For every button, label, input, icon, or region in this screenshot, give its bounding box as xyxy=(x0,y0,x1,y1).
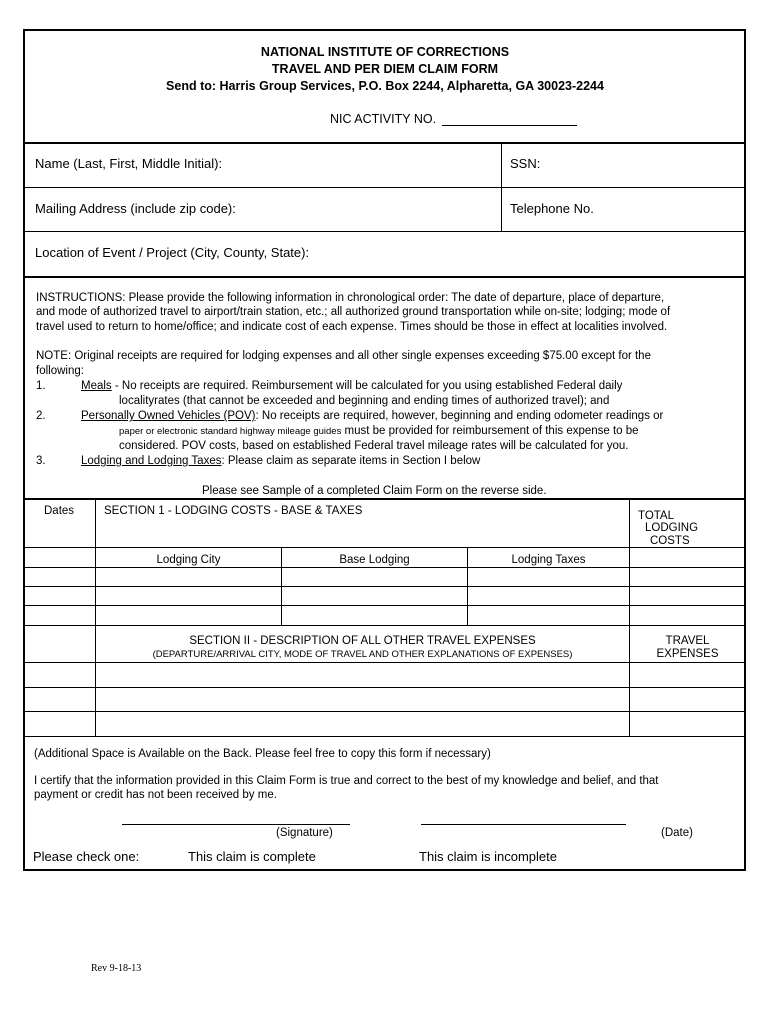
address-label: Mailing Address (include zip code): xyxy=(35,201,236,216)
expense-description-input[interactable] xyxy=(96,663,629,687)
date-input[interactable] xyxy=(421,806,626,824)
travel-expense-input[interactable] xyxy=(630,688,744,711)
sample-note: Please see Sample of a completed Claim Form on the reverse side. xyxy=(202,485,547,497)
lodging-city-input[interactable] xyxy=(96,568,281,586)
lodging-city-header: Lodging City xyxy=(156,554,221,566)
additional-space-note: (Additional Space is Available on the Back. Please feel free to copy this form if necessary) xyxy=(34,748,491,760)
base-lodging-input[interactable] xyxy=(282,606,467,625)
address-input[interactable] xyxy=(255,197,498,221)
signature-line xyxy=(122,824,350,825)
claim-incomplete-option[interactable]: This claim is incomplete xyxy=(419,849,557,864)
base-lodging-input[interactable] xyxy=(282,568,467,586)
row-divider xyxy=(24,625,745,626)
section2-subtitle: (DEPARTURE/ARRIVAL CITY, MODE OF TRAVEL AND OTHER EXPLANATIONS OF EXPENSES) xyxy=(152,649,573,660)
revision-date: Rev 9-18-13 xyxy=(91,963,142,974)
activity-number-input[interactable] xyxy=(442,110,577,125)
activity-number-label: NIC ACTIVITY NO. xyxy=(330,112,437,126)
row-divider xyxy=(24,231,745,232)
travel-expense-input[interactable] xyxy=(630,712,744,736)
name-label: Name (Last, First, Middle Initial): xyxy=(35,156,223,171)
telephone-label: Telephone No. xyxy=(510,201,594,216)
telephone-input[interactable] xyxy=(605,197,740,221)
lodging-taxes-input[interactable] xyxy=(468,587,629,605)
lodging-city-input[interactable] xyxy=(96,606,281,625)
total-lodging-header: COSTS xyxy=(650,535,690,547)
pov-item xyxy=(81,409,663,424)
lodging-taxes-input[interactable] xyxy=(468,606,629,625)
item-number: 2. xyxy=(36,410,46,422)
item-number: 1. xyxy=(36,380,46,392)
form-title: TRAVEL AND PER DIEM CLAIM FORM xyxy=(271,62,499,76)
date-line xyxy=(421,824,626,825)
location-label: Location of Event / Project (City, County, State): xyxy=(35,245,310,260)
lodging-date-input[interactable] xyxy=(25,606,95,625)
row-divider xyxy=(24,547,745,548)
expense-date-input[interactable] xyxy=(25,712,95,736)
item-number: 3. xyxy=(36,455,46,467)
lodging-taxes-input[interactable] xyxy=(468,568,629,586)
travel-expense-input[interactable] xyxy=(630,663,744,687)
pov-title: Personally Owned Vehicles (POV) xyxy=(81,410,256,422)
section2-title: SECTION II - DESCRIPTION OF ALL OTHER TRAVEL EXPENSES xyxy=(189,635,536,647)
instructions-line: travel used to return to home/office; and indicate cost of each expense. Times should be those in effect at localities involved. xyxy=(36,321,668,333)
meals-title: Meals xyxy=(81,380,112,392)
signature-label: (Signature) xyxy=(276,827,333,839)
form-agency-title: NATIONAL INSTITUTE OF CORRECTIONS xyxy=(260,45,510,59)
pov-text: : No receipts are required, however, beginning and ending odometer readings or xyxy=(255,410,664,422)
signature-input[interactable] xyxy=(122,806,350,824)
total-lodging-header: LODGING xyxy=(645,522,699,534)
note-line: NOTE: Original receipts are required for lodging expenses and all other single expenses exceeding $75.00 except for the xyxy=(36,350,651,362)
row-divider xyxy=(24,736,745,737)
total-lodging-input[interactable] xyxy=(630,587,744,605)
row-divider xyxy=(24,276,745,278)
meals-item xyxy=(81,379,622,394)
pov-continuation-text: must be provided for reimbursement of this expense to be xyxy=(341,425,639,437)
lodging-city-input[interactable] xyxy=(96,587,281,605)
certification-text: payment or credit has not been received by me. xyxy=(34,789,277,801)
lodging-date-input[interactable] xyxy=(25,568,95,586)
pov-continuation xyxy=(119,424,639,439)
lodging-item xyxy=(81,454,480,469)
ssn-label: SSN: xyxy=(510,156,541,171)
travel-expenses-header: EXPENSES xyxy=(656,648,719,660)
ssn-input[interactable] xyxy=(545,152,740,176)
row-divider xyxy=(24,187,745,188)
activity-number-line xyxy=(442,125,577,126)
total-lodging-header: TOTAL xyxy=(638,510,674,522)
travel-expenses-header: TRAVEL xyxy=(665,635,710,647)
check-one-label: Please check one: xyxy=(33,849,140,864)
name-input[interactable] xyxy=(230,152,498,176)
lodging-title: Lodging and Lodging Taxes xyxy=(81,455,222,467)
instructions-line: and mode of authorized travel to airport/train station, etc.; all authorized ground transportation while on-site; lodging; mode of xyxy=(36,306,671,318)
claim-complete-option[interactable]: This claim is complete xyxy=(188,849,316,864)
note-line: following: xyxy=(36,365,84,377)
total-lodging-input[interactable] xyxy=(630,568,744,586)
expense-date-input[interactable] xyxy=(25,688,95,711)
meals-continuation: localityrates (that cannot be exceeded and beginning and ending times of authorized travel); and xyxy=(119,395,610,407)
pov-continuation: considered. POV costs, based on established Federal travel mileage rates will be calculated for you. xyxy=(119,440,629,452)
send-to-address: Send to: Harris Group Services, P.O. Box 2244, Alpharetta, GA 30023-2244 xyxy=(166,79,604,93)
section1-title: SECTION 1 - LODGING COSTS - BASE & TAXES xyxy=(104,505,363,517)
dates-header: Dates xyxy=(44,505,75,517)
total-lodging-input[interactable] xyxy=(630,606,744,625)
lodging-date-input[interactable] xyxy=(25,587,95,605)
pov-mileage-guides: paper or electronic standard highway mileage guides xyxy=(119,426,342,437)
expense-description-input[interactable] xyxy=(96,712,629,736)
row-divider xyxy=(24,498,745,500)
location-input[interactable] xyxy=(325,241,740,265)
expense-description-input[interactable] xyxy=(96,688,629,711)
instructions-line: INSTRUCTIONS: Please provide the following information in chronological order: The date of departure, place of departure, xyxy=(36,292,665,304)
expense-date-input[interactable] xyxy=(25,663,95,687)
date-label: (Date) xyxy=(661,827,693,839)
base-lodging-input[interactable] xyxy=(282,587,467,605)
meals-text: - No receipts are required. Reimbursement will be calculated for you using established Federal daily xyxy=(111,380,623,392)
lodging-text: : Please claim as separate items in Section I below xyxy=(221,455,481,467)
lodging-taxes-header: Lodging Taxes xyxy=(511,554,586,566)
base-lodging-header: Base Lodging xyxy=(339,554,410,566)
certification-text: I certify that the information provided in this Claim Form is true and correct to the best of my knowledge and belief, and that xyxy=(34,775,659,787)
